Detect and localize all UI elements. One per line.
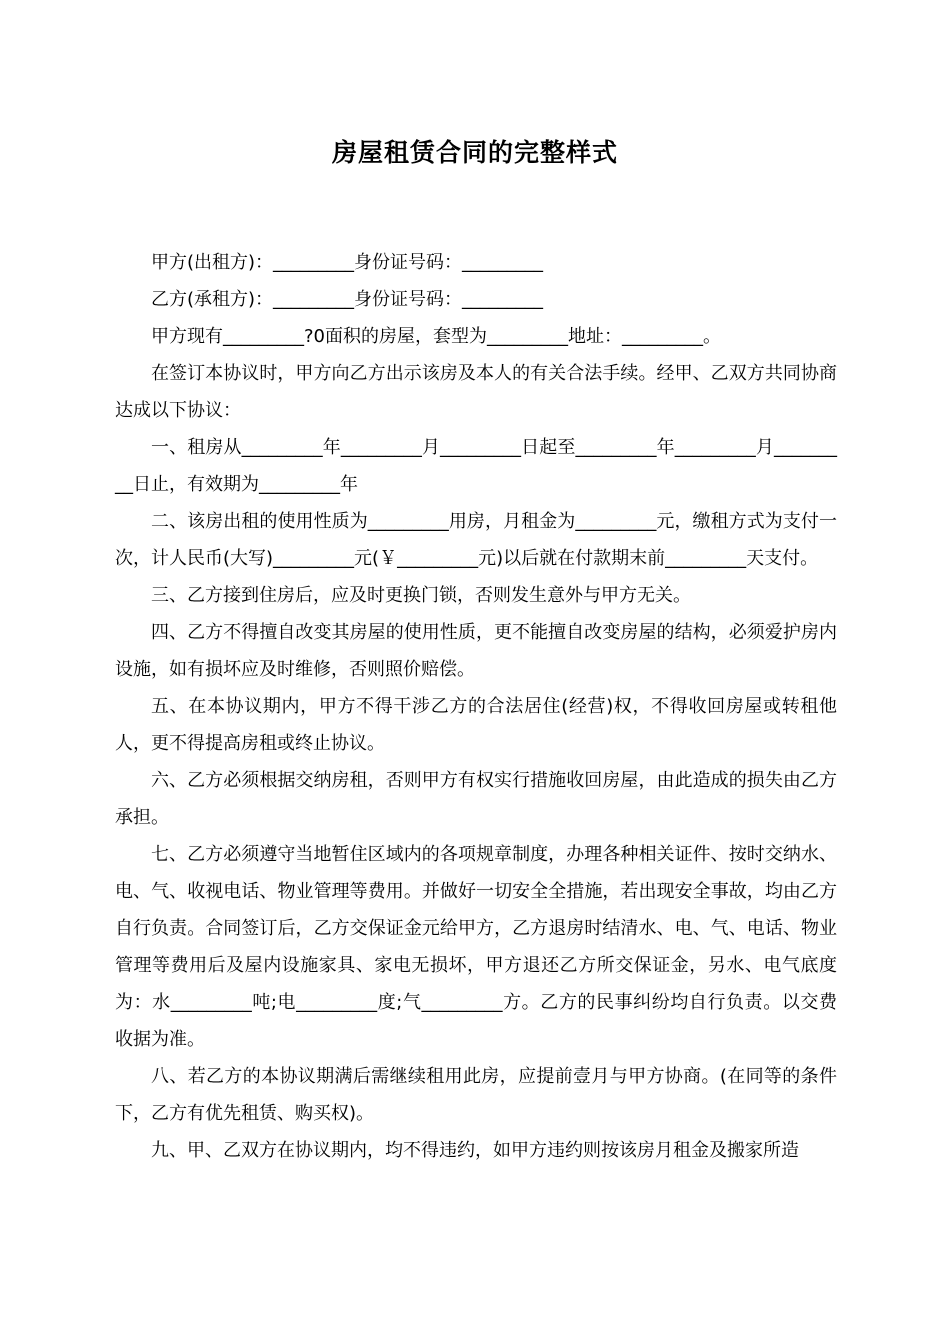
clause-3: 三、乙方接到住房后，应及时更换门锁，否则发生意外与甲方无关。 <box>151 585 691 606</box>
property-line: 甲方现有_________?0面积的房屋，套型为_________地址：_________。 <box>151 326 722 347</box>
clause-2: 二、该房出租的使用性质为_________用房，月租金为_________元，缴租方式为支付一次，计人民币(大写)_________元(￥_________元)以后就在付款期末前_________天支付。 <box>115 511 837 569</box>
document-body <box>115 244 837 1169</box>
clause-4: 四、乙方不得擅自改变其房屋的使用性质，更不能擅自改变房屋的结构，必须爱护房内设施，如有损坏应及时维修，否则照价赔偿。 <box>115 622 837 680</box>
party-a-line: 甲方(出租方)：_________身份证号码：_________ <box>151 252 544 273</box>
clause-7: 七、乙方必须遵守当地暂住区域内的各项规章制度，办理各种相关证件、按时交纳水、电、气、收视电话、物业管理等费用。并做好一切安全全措施，若出现安全事故，均由乙方自行负责。合同签订后，乙方交保证金元给甲方，乙方退房时结清水、电、气、电话、物业管理等费用后及屋内设施家具、家电无损坏，甲方退还乙方所交保证金，另水、电气底度为：水_________吨;电_________度;气_________方。乙方的民事纠纷均自行负责。以交费收据为准。 <box>115 844 837 1050</box>
party-b-line: 乙方(承租方)：_________身份证号码：_________ <box>151 289 544 310</box>
preamble-paragraph: 在签订本协议时，甲方向乙方出示该房及本人的有关合法手续。经甲、乙双方共同协商达成以下协议： <box>115 363 837 421</box>
document-title: 房屋租赁合同的完整样式 <box>331 138 618 167</box>
clause-5: 五、在本协议期内，甲方不得干涉乙方的合法居住(经营)权，不得收回房屋或转租他人，更不得提高房租或终止协议。 <box>115 696 837 754</box>
clause-9: 九、甲、乙双方在协议期内，均不得违约，如甲方违约则按该房月租金及搬家所造 <box>151 1140 799 1161</box>
clause-1: 一、租房从_________年_________月_________日起至_________年_________月_________日止，有效期为_________年 <box>115 437 837 495</box>
clause-8: 八、若乙方的本协议期满后需继续租用此房，应提前壹月与甲方协商。(在同等的条件下，乙方有优先租赁、购买权)。 <box>115 1066 837 1124</box>
clause-6: 六、乙方必须根据交纳房租，否则甲方有权实行措施收回房屋，由此造成的损失由乙方承担。 <box>115 770 837 828</box>
